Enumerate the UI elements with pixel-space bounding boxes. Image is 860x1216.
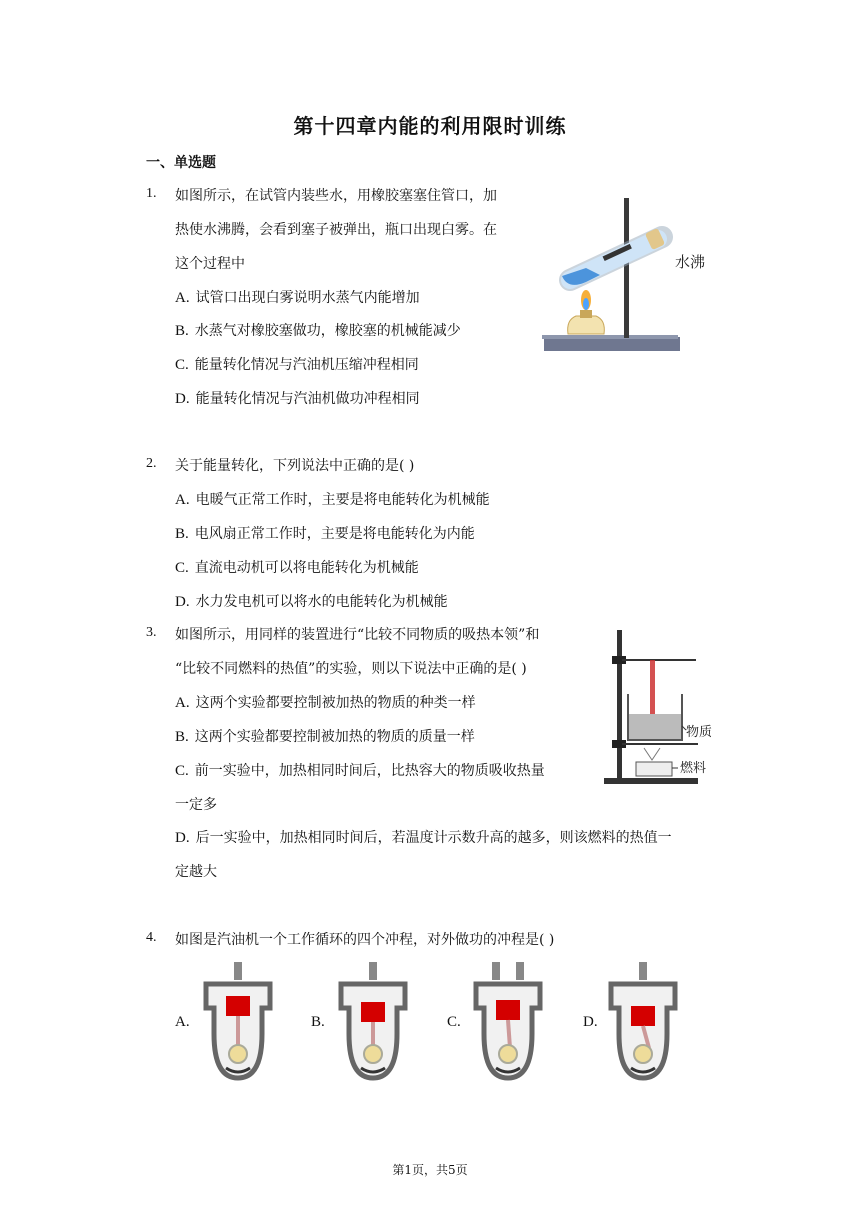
option-c[interactable] <box>175 761 545 781</box>
engine-stroke-c <box>470 962 550 1084</box>
option-label: C. <box>175 560 189 576</box>
option-text: 水力发电机可以将水的电能转化为机械能 <box>195 594 448 610</box>
option-c[interactable] <box>175 558 419 578</box>
question-text-line: 如图所示，用同样的装置进行“比较不同物质的吸热本领”和 <box>175 627 540 643</box>
option-d-continued: 定越大 <box>175 864 217 880</box>
option-label: C. <box>175 763 189 779</box>
option-text: 电暖气正常工作时，主要是将电能转化为机械能 <box>195 492 490 508</box>
option-d[interactable] <box>175 828 672 848</box>
option-label: D. <box>175 594 190 610</box>
engine-stroke-b <box>335 962 415 1084</box>
option-label: C. <box>175 357 189 373</box>
option-text: 直流电动机可以将电能转化为机械能 <box>194 560 419 576</box>
option-label: B. <box>175 323 189 339</box>
question-number: 3. <box>146 625 157 640</box>
engine-stroke-a <box>200 962 280 1084</box>
question-text-line: “比较不同燃料的热值”的实验，则以下说法中正确的是( ) <box>175 661 527 677</box>
option-label: B. <box>175 526 189 542</box>
option-c[interactable] <box>175 355 419 375</box>
option-text: 能量转化情况与汽油机做功冲程相同 <box>195 391 420 407</box>
question-number: 4. <box>146 930 157 945</box>
option-text: 试管口出现白雾说明水蒸气内能增加 <box>195 290 420 306</box>
option-label: A. <box>175 290 190 306</box>
engine-stroke-d <box>605 962 685 1084</box>
option-d[interactable]: D. <box>583 1014 598 1030</box>
option-label: B. <box>175 729 189 745</box>
option-b[interactable] <box>175 727 475 747</box>
question-number: 2. <box>146 456 157 471</box>
option-c-continued: 一定多 <box>175 797 217 813</box>
test-tube-figure <box>540 192 720 358</box>
option-a[interactable] <box>175 288 420 308</box>
question-number: 1. <box>146 186 157 201</box>
option-d[interactable] <box>175 592 448 612</box>
option-b[interactable]: B. <box>311 1014 325 1030</box>
option-a[interactable] <box>175 490 490 510</box>
option-label: A. <box>175 492 190 508</box>
alcohol-lamp <box>568 316 605 334</box>
heating-apparatus-figure <box>600 626 725 788</box>
figure-label: 水沸 <box>675 253 706 271</box>
option-text: 后一实验中，加热相同时间后，若温度计示数升高的越多，则该燃料的热值一 <box>195 830 672 846</box>
option-label: D. <box>175 830 190 846</box>
option-text: 水蒸气对橡胶塞做功，橡胶塞的机械能减少 <box>194 323 461 339</box>
liquid <box>629 714 681 739</box>
label-substance: 物质 <box>686 725 713 740</box>
option-b[interactable] <box>175 524 475 544</box>
option-text: 这两个实验都要控制被加热的物质的种类一样 <box>195 695 476 711</box>
option-a[interactable] <box>175 693 476 713</box>
stand-rod <box>617 630 622 780</box>
option-d[interactable] <box>175 389 420 409</box>
stand-base <box>544 337 680 351</box>
fuel-burner <box>636 762 672 776</box>
question-text-line: 关于能量转化，下列说法中正确的是( ) <box>175 458 415 474</box>
question-text-line: 如图所示，在试管内装些水，用橡胶塞塞住管口，加 <box>175 188 497 204</box>
option-c[interactable]: C. <box>447 1014 461 1030</box>
question-text-line: 如图是汽油机一个工作循环的四个冲程，对外做功的冲程是( ) <box>175 932 555 948</box>
label-fuel: 燃料 <box>680 761 707 776</box>
option-text: 这两个实验都要控制被加热的物质的质量一样 <box>194 729 475 745</box>
option-label: D. <box>175 391 190 407</box>
option-b[interactable] <box>175 321 461 341</box>
option-text: 能量转化情况与汽油机压缩冲程相同 <box>194 357 419 373</box>
option-text: 电风扇正常工作时，主要是将电能转化为内能 <box>194 526 475 542</box>
option-a[interactable]: A. <box>175 1014 190 1030</box>
page-title: 第十四章内能的利用限时训练 <box>293 114 567 138</box>
question-text-line: 这个过程中 <box>175 256 245 272</box>
option-label: A. <box>175 695 190 711</box>
question-text-line: 热使水沸腾，会看到塞子被弹出，瓶口出现白雾。在 <box>175 222 497 238</box>
page-footer: 第1页，共5页 <box>392 1163 468 1177</box>
stand-rod <box>624 198 629 338</box>
section-heading: 一、单选题 <box>146 155 216 171</box>
option-text: 前一实验中，加热相同时间后，比热容大的物质吸收热量 <box>194 763 545 779</box>
